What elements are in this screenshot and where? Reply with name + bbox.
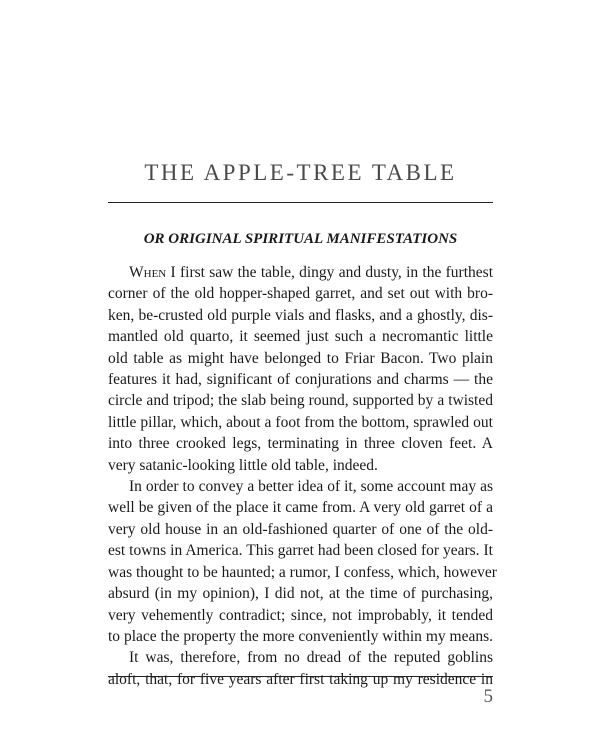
text-line: was thought to be haunted; a rumor, I confess, which, however bbox=[108, 563, 497, 581]
text-line: features it had, significant of conjurations and charms — the bbox=[108, 371, 493, 389]
paragraph-3 bbox=[108, 647, 493, 690]
chapter-title: THE APPLE-TREE TABLE bbox=[144, 160, 457, 185]
text-line: est towns in America. This garret had been closed for years. It bbox=[108, 542, 493, 560]
text-line: aloft, that, for five years after first taking up my residence in bbox=[108, 670, 493, 688]
paragraph-2 bbox=[108, 476, 497, 647]
text-line: When I first saw the table, dingy and dusty, in the furthest bbox=[129, 264, 493, 281]
text-line: old table as might have belonged to Friar Bacon. Two plain bbox=[108, 349, 493, 367]
dropcap-word: When bbox=[129, 264, 167, 281]
paragraph-1 bbox=[108, 262, 493, 476]
text-line: absurd (in my opinion), I did not, at the time of purchasing, bbox=[108, 585, 493, 603]
text-line: into three crooked legs, terminating in three cloven feet. A bbox=[108, 435, 493, 453]
footer-divider bbox=[108, 676, 493, 677]
subtitle: OR ORIGINAL SPIRITUAL MANIFESTATIONS bbox=[143, 231, 458, 247]
text-line: mantled old quarto, it seemed just such a necromantic little bbox=[108, 328, 493, 346]
text-line: little pillar, which, about a foot from the bottom, sprawled out bbox=[108, 413, 493, 431]
text-line: to place the property the more conveniently within my means. bbox=[108, 627, 493, 645]
text-line: circle and tripod; the slab being round, supported by a twisted bbox=[108, 392, 493, 410]
text-line: It was, therefore, from no dread of the reputed goblins bbox=[129, 649, 493, 667]
text-line: very old house in an old-fashioned quarter of one of the old- bbox=[108, 520, 493, 538]
page-number: 5 bbox=[483, 686, 493, 707]
text-line: well be given of the place it came from. A very old garret of a bbox=[108, 499, 493, 517]
title-divider bbox=[108, 202, 493, 203]
text-line: In order to convey a better idea of it, some account may as bbox=[129, 478, 493, 496]
text-line: very satanic-looking little old table, indeed. bbox=[108, 456, 378, 474]
text-line: very vehemently contradict; since, not improbably, it tended bbox=[108, 606, 493, 624]
text-line: corner of the old hopper-shaped garret, and set out with bro- bbox=[108, 285, 493, 303]
text-line: ken, be-crusted old purple vials and flasks, and a ghostly, dis- bbox=[108, 306, 493, 324]
body-text bbox=[108, 262, 497, 690]
